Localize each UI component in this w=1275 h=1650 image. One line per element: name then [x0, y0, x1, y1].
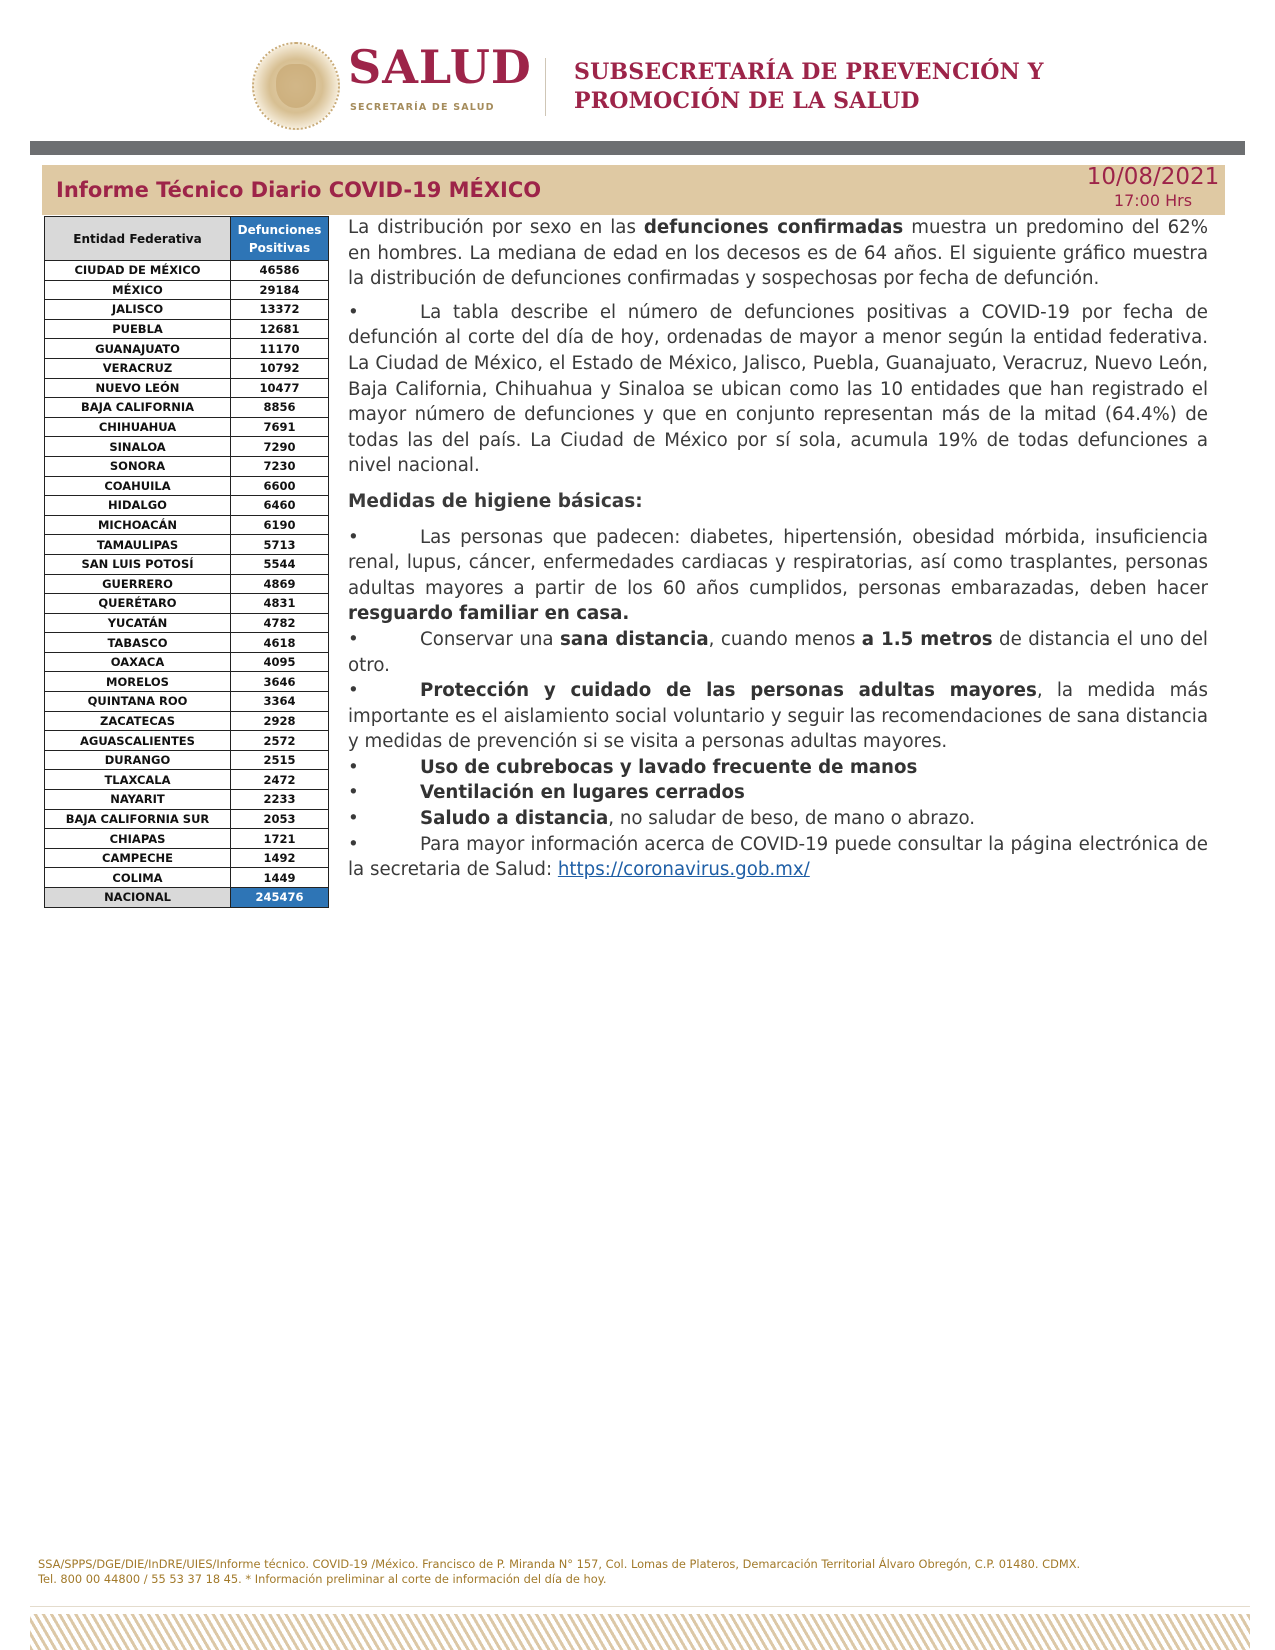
deaths-value-cell: 2233: [231, 790, 329, 810]
p1-text: La distribución por sexo en las: [348, 217, 644, 238]
table-row: [45, 594, 329, 614]
deaths-value-cell: 1492: [231, 848, 329, 868]
table-row: [45, 476, 329, 496]
p2-text: La tabla describe el número de defunciones positivas a COVID-19 por fecha de defunción al corte del día de hoy, ordenadas de mayor a menor según la entidad federativa. La Ciudad de México, el Estado de México, Jalisco, Puebla, Guanajuato, Veracruz, Nuevo León, Baja California, Chihuahua y Sinaloa se ubican como las 10 entidades que han registrado el mayor número de defunciones y que en conjunto representan más de la mitad (64.4%) de todas las del país. La Ciudad de México por sí sola, acumula 19% de todas defunciones a nivel nacional.: [348, 301, 1208, 477]
deaths-value-cell: 2572: [231, 731, 329, 751]
report-datetime: [1083, 163, 1223, 215]
table-body: [45, 261, 329, 908]
subsecretaria-line-2: PROMOCIÓN DE LA SALUD: [574, 88, 920, 114]
b2-bold-2: a 1.5 metros: [861, 628, 993, 650]
state-name-cell: VERACRUZ: [45, 358, 231, 378]
state-name-cell: BAJA CALIFORNIA: [45, 398, 231, 418]
deaths-value-cell: 4618: [231, 633, 329, 653]
deaths-value-cell: 4782: [231, 613, 329, 633]
state-name-cell: MORELOS: [45, 672, 231, 692]
deaths-value-cell: 5544: [231, 554, 329, 574]
table-row: [45, 535, 329, 555]
table-row: [45, 261, 329, 281]
table-row: [45, 770, 329, 790]
state-name-cell: CAMPECHE: [45, 848, 231, 868]
bullet-icon: •: [348, 808, 359, 830]
deaths-value-cell: 46586: [231, 261, 329, 281]
table-row: [45, 633, 329, 653]
state-name-cell: QUINTANA ROO: [45, 692, 231, 712]
secretaria-de-salud-label: SECRETARÍA DE SALUD: [350, 102, 495, 113]
deaths-by-state-table: [44, 216, 329, 908]
deaths-value-cell: 10477: [231, 378, 329, 398]
table-row: [45, 613, 329, 633]
table-row: [45, 378, 329, 398]
table-row: [45, 398, 329, 418]
bullet-icon: •: [348, 526, 359, 548]
table-row: [45, 868, 329, 888]
measure-item-elderly: [348, 678, 1208, 755]
measure-item-risk-groups: [348, 525, 1208, 627]
hygiene-measures-heading: Medidas de higiene básicas:: [348, 490, 643, 512]
state-name-cell: CHIAPAS: [45, 829, 231, 849]
gray-divider-bar: [30, 141, 1245, 155]
salud-logo-text: SALUD: [348, 40, 532, 94]
state-name-cell: JALISCO: [45, 300, 231, 320]
state-name-cell: QUERÉTARO: [45, 594, 231, 614]
eagle-emblem-icon: [276, 64, 316, 108]
table-row: [45, 280, 329, 300]
total-label-cell: NACIONAL: [45, 888, 231, 908]
deaths-value-cell: 13372: [231, 300, 329, 320]
bullet-icon: •: [348, 833, 359, 855]
report-time: 17:00 Hrs: [1113, 191, 1193, 210]
mexico-seal-logo: [252, 42, 340, 130]
state-name-cell: DURANGO: [45, 750, 231, 770]
state-name-cell: NUEVO LEÓN: [45, 378, 231, 398]
measure-item-greeting: [348, 806, 1208, 832]
b5-bold: Ventilación en lugares cerrados: [420, 782, 745, 804]
state-name-cell: SONORA: [45, 456, 231, 476]
bullet-icon: •: [348, 628, 359, 650]
b2-bold: sana distancia: [560, 628, 709, 650]
measure-item-masks: [348, 755, 1208, 781]
table-row: [45, 574, 329, 594]
table-row: [45, 319, 329, 339]
table-row: [45, 809, 329, 829]
table-row: [45, 496, 329, 516]
total-value-cell: 245476: [231, 888, 329, 908]
column-header-defunciones-line1: Defunciones: [237, 222, 322, 237]
bullet-icon: •: [348, 680, 359, 702]
column-header-defunciones-line2: Positivas: [248, 240, 311, 255]
table-total-row: [45, 888, 329, 908]
deaths-value-cell: 6600: [231, 476, 329, 496]
state-name-cell: AGUASCALIENTES: [45, 731, 231, 751]
deaths-value-cell: 4095: [231, 652, 329, 672]
table-row: [45, 652, 329, 672]
p1-bold: defunciones confirmadas: [643, 217, 904, 238]
state-name-cell: ZACATECAS: [45, 711, 231, 731]
deaths-value-cell: 3646: [231, 672, 329, 692]
paragraph-sex-distribution: [348, 215, 1208, 292]
state-name-cell: TAMAULIPAS: [45, 535, 231, 555]
paragraph-table-description: [348, 300, 1208, 479]
table-row: [45, 515, 329, 535]
deaths-value-cell: 3364: [231, 692, 329, 712]
b1-text: Las personas que padecen: diabetes, hipertensión, obesidad mórbida, insuficiencia renal, lupus, cáncer, enfermedades cardiacas y respiratorias, así como trasplantes, personas adultas mayores a partir de los 60 años cumplidos, personas embarazadas, deben hacer: [348, 526, 1208, 599]
column-header-entidad: Entidad Federativa: [45, 217, 231, 261]
deaths-value-cell: 5713: [231, 535, 329, 555]
subsecretaria-title: [574, 58, 1044, 116]
coronavirus-site-link[interactable]: https://coronavirus.gob.mx/: [557, 859, 810, 881]
p1-text-cont: muestra un predomino del 62% en hombres. La mediana de edad en los decesos es de 64 años. El siguiente gráfico muestra la distribución de defunciones confirmadas y sospechosas por fecha de defunción.: [348, 217, 1208, 290]
bullet-icon: •: [348, 756, 359, 778]
deaths-value-cell: 2515: [231, 750, 329, 770]
footer-address: [38, 1557, 1248, 1586]
deaths-value-cell: 7691: [231, 417, 329, 437]
b7-text: Para mayor información acerca de COVID-19 puede consultar la página electrónica de la secretaria de Salud:: [348, 833, 1208, 881]
table-row: [45, 750, 329, 770]
b6-text: , no saludar de beso, de mano o abrazo.: [608, 808, 976, 830]
state-name-cell: NAYARIT: [45, 790, 231, 810]
footer-divider: [30, 1606, 1250, 1607]
state-name-cell: CIUDAD DE MÉXICO: [45, 261, 231, 281]
b3-bold: Protección y cuidado de las personas adultas mayores: [420, 680, 1037, 702]
deaths-value-cell: 4869: [231, 574, 329, 594]
deaths-value-cell: 11170: [231, 339, 329, 359]
state-name-cell: SINALOA: [45, 437, 231, 457]
table-row: [45, 848, 329, 868]
state-name-cell: PUEBLA: [45, 319, 231, 339]
table-row: [45, 692, 329, 712]
b2-text-3: de distancia el uno del otro.: [348, 628, 1208, 676]
deaths-value-cell: 7290: [231, 437, 329, 457]
report-body-text: [348, 215, 1208, 883]
table-row: [45, 790, 329, 810]
state-name-cell: TLAXCALA: [45, 770, 231, 790]
state-name-cell: HIDALGO: [45, 496, 231, 516]
subsecretaria-line-1: SUBSECRETARÍA DE PREVENCIÓN Y: [574, 59, 1044, 85]
table-row: [45, 456, 329, 476]
b3-text: , la medida más importante es el aislamiento social voluntario y seguir las recomendaciones de sana distancia y medidas de prevención si se visita a personas adultas mayores.: [348, 680, 1208, 753]
state-name-cell: COAHUILA: [45, 476, 231, 496]
bullet-icon: •: [348, 782, 359, 804]
table-header-row: [45, 217, 329, 261]
b2-text: Conservar una: [420, 628, 561, 650]
table-row: [45, 711, 329, 731]
table-row: [45, 300, 329, 320]
b1-bold: resguardo familiar en casa.: [348, 603, 630, 625]
state-name-cell: COLIMA: [45, 868, 231, 888]
deaths-value-cell: 1449: [231, 868, 329, 888]
report-date: 10/08/2021: [1086, 164, 1220, 190]
b6-bold: Saludo a distancia: [420, 808, 609, 830]
deaths-value-cell: 2928: [231, 711, 329, 731]
state-name-cell: GUANAJUATO: [45, 339, 231, 359]
state-name-cell: GUERRERO: [45, 574, 231, 594]
bullet-icon: •: [348, 301, 359, 323]
b4-bold: Uso de cubrebocas y lavado frecuente de manos: [420, 756, 918, 778]
table-row: [45, 829, 329, 849]
report-title: Informe Técnico Diario COVID-19 MÉXICO: [56, 178, 542, 202]
deaths-value-cell: 7230: [231, 456, 329, 476]
footer-line-2: Tel. 800 00 44800 / 55 53 37 18 45. * Información preliminar al corte de información del día de hoy.: [38, 1571, 607, 1586]
state-name-cell: SAN LUIS POTOSÍ: [45, 554, 231, 574]
table-row: [45, 437, 329, 457]
decorative-pattern-band: [30, 1614, 1250, 1650]
deaths-value-cell: 12681: [231, 319, 329, 339]
deaths-value-cell: 6190: [231, 515, 329, 535]
deaths-value-cell: 2053: [231, 809, 329, 829]
state-name-cell: CHIHUAHUA: [45, 417, 231, 437]
measure-item-ventilation: [348, 780, 1208, 806]
state-name-cell: BAJA CALIFORNIA SUR: [45, 809, 231, 829]
table-row: [45, 672, 329, 692]
b2-text-2: , cuando menos: [708, 628, 862, 650]
state-name-cell: TABASCO: [45, 633, 231, 653]
state-name-cell: MÉXICO: [45, 280, 231, 300]
deaths-value-cell: 6460: [231, 496, 329, 516]
deaths-value-cell: 10792: [231, 358, 329, 378]
table-row: [45, 417, 329, 437]
table-row: [45, 339, 329, 359]
state-name-cell: YUCATÁN: [45, 613, 231, 633]
deaths-value-cell: 29184: [231, 280, 329, 300]
header-divider: [545, 58, 546, 116]
deaths-value-cell: 8856: [231, 398, 329, 418]
deaths-value-cell: 1721: [231, 829, 329, 849]
state-name-cell: OAXACA: [45, 652, 231, 672]
measure-item-more-info: [348, 832, 1208, 883]
column-header-defunciones: [231, 217, 329, 261]
deaths-value-cell: 2472: [231, 770, 329, 790]
measure-item-distance: [348, 627, 1208, 678]
table-row: [45, 358, 329, 378]
table-row: [45, 731, 329, 751]
state-name-cell: MICHOACÁN: [45, 515, 231, 535]
table-row: [45, 554, 329, 574]
deaths-value-cell: 4831: [231, 594, 329, 614]
footer-line-1: SSA/SPPS/DGE/DIE/InDRE/UIES/Informe técnico. COVID-19 /México. Francisco de P. Miranda N° 157, Col. Lomas de Plateros, Demarcación Territorial Álvaro Obregón, C.P. 01480. CDMX.: [38, 1557, 1081, 1571]
